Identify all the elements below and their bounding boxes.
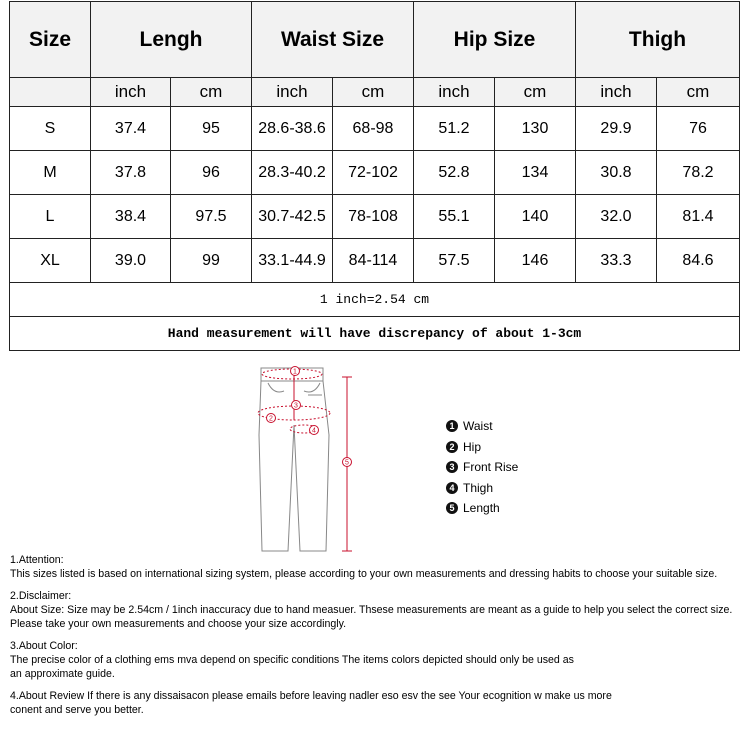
table-row <box>10 239 740 283</box>
header-hip: Hip Size <box>414 2 576 78</box>
table-cell: 55.1 <box>414 195 495 239</box>
table-cell: 32.0 <box>576 195 657 239</box>
header-row <box>10 2 740 78</box>
measurement-legend <box>446 416 518 519</box>
unit-cell: cm <box>171 78 252 107</box>
legend-label: Hip <box>463 439 482 454</box>
table-cell: 130 <box>495 107 576 151</box>
table-cell: 84-114 <box>333 239 414 283</box>
disclaimer-title: 2.Disclaimer: <box>10 590 72 602</box>
number-4-icon: 4 <box>446 482 458 494</box>
table-cell: 84.6 <box>657 239 740 283</box>
legend-item-hip <box>446 437 518 458</box>
table-cell: 37.8 <box>91 151 171 195</box>
attention-title: 1.Attention: <box>10 554 64 566</box>
legend-item-front-rise <box>446 457 518 478</box>
table-cell: 95 <box>171 107 252 151</box>
table-cell: 78.2 <box>657 151 740 195</box>
table-row <box>10 195 740 239</box>
table-cell: 28.3-40.2 <box>252 151 333 195</box>
table-cell: 81.4 <box>657 195 740 239</box>
color-text: The precise color of a clothing ems mva depend on specific conditions The items colors depicted should only be used as <box>10 654 574 666</box>
table-cell: 78-108 <box>333 195 414 239</box>
unit-cell: cm <box>657 78 740 107</box>
disclaimer-text: About Size: Size may be 2.54cm / 1inch inaccuracy due to hand measuer. Thsese measurements are meant as a guide to help you select the correct size. <box>10 604 733 616</box>
color-text: an approximate guide. <box>10 668 115 680</box>
note-row <box>10 317 740 351</box>
legend-label: Length <box>463 501 500 516</box>
disclaimer-text: Please take your own measurements and choose your size accordingly. <box>10 618 347 630</box>
table-cell: 140 <box>495 195 576 239</box>
table-cell: 134 <box>495 151 576 195</box>
color-title: 3.About Color: <box>10 640 78 652</box>
table-cell: 99 <box>171 239 252 283</box>
unit-cell: inch <box>576 78 657 107</box>
review-text: conent and serve you better. <box>10 704 144 716</box>
number-5-icon: 5 <box>446 502 458 514</box>
legend-label: Waist <box>463 419 493 434</box>
pants-diagram <box>250 365 360 555</box>
legend-item-length <box>446 498 518 519</box>
discrepancy-note: Hand measurement will have discrepancy of about 1-3cm <box>10 317 740 351</box>
conversion-note: 1 inch=2.54 cm <box>10 283 740 317</box>
table-cell: 68-98 <box>333 107 414 151</box>
legend-item-waist <box>446 416 518 437</box>
header-waist: Waist Size <box>252 2 414 78</box>
table-cell: 37.4 <box>91 107 171 151</box>
unit-cell: inch <box>91 78 171 107</box>
size-cell: M <box>10 151 91 195</box>
size-cell: L <box>10 195 91 239</box>
number-1-icon: 1 <box>446 420 458 432</box>
legend-item-thigh <box>446 478 518 499</box>
table-cell: 57.5 <box>414 239 495 283</box>
marker-front-rise: 3 <box>294 402 298 410</box>
pants-outline-icon <box>250 365 360 555</box>
table-cell: 39.0 <box>91 239 171 283</box>
table-cell: 28.6-38.6 <box>252 107 333 151</box>
number-2-icon: 2 <box>446 441 458 453</box>
table-cell: 33.3 <box>576 239 657 283</box>
header-size: Size <box>10 2 91 78</box>
table-cell: 30.7-42.5 <box>252 195 333 239</box>
table-cell: 146 <box>495 239 576 283</box>
unit-row <box>10 78 740 107</box>
size-cell: S <box>10 107 91 151</box>
notes-section <box>10 553 745 717</box>
marker-thigh: 4 <box>312 427 316 435</box>
unit-cell: inch <box>252 78 333 107</box>
unit-cell: cm <box>333 78 414 107</box>
marker-waist: 1 <box>293 368 297 376</box>
table-cell: 51.2 <box>414 107 495 151</box>
table-cell: 33.1-44.9 <box>252 239 333 283</box>
unit-cell: cm <box>495 78 576 107</box>
table-cell: 96 <box>171 151 252 195</box>
table-row <box>10 107 740 151</box>
unit-empty <box>10 78 91 107</box>
attention-text: This sizes listed is based on international sizing system, please according to your own measurements and dressing habits to choose your suitable size. <box>10 568 718 580</box>
legend-label: Front Rise <box>463 460 519 475</box>
header-thigh: Thigh <box>576 2 740 78</box>
table-cell: 30.8 <box>576 151 657 195</box>
review-text: 4.About Review If there is any dissaisacon please emails before leaving nadler eso esv the see Your ecognition w make us more <box>10 690 612 702</box>
table-cell: 76 <box>657 107 740 151</box>
table-cell: 29.9 <box>576 107 657 151</box>
table-cell: 72-102 <box>333 151 414 195</box>
table-cell: 97.5 <box>171 195 252 239</box>
legend-label: Thigh <box>463 480 494 495</box>
unit-cell: inch <box>414 78 495 107</box>
number-3-icon: 3 <box>446 461 458 473</box>
size-chart-table <box>9 1 740 351</box>
table-cell: 38.4 <box>91 195 171 239</box>
marker-hip: 2 <box>269 415 273 423</box>
header-length: Lengh <box>91 2 252 78</box>
note-row <box>10 283 740 317</box>
table-row <box>10 151 740 195</box>
table-cell: 52.8 <box>414 151 495 195</box>
marker-length: 5 <box>345 459 349 467</box>
size-cell: XL <box>10 239 91 283</box>
